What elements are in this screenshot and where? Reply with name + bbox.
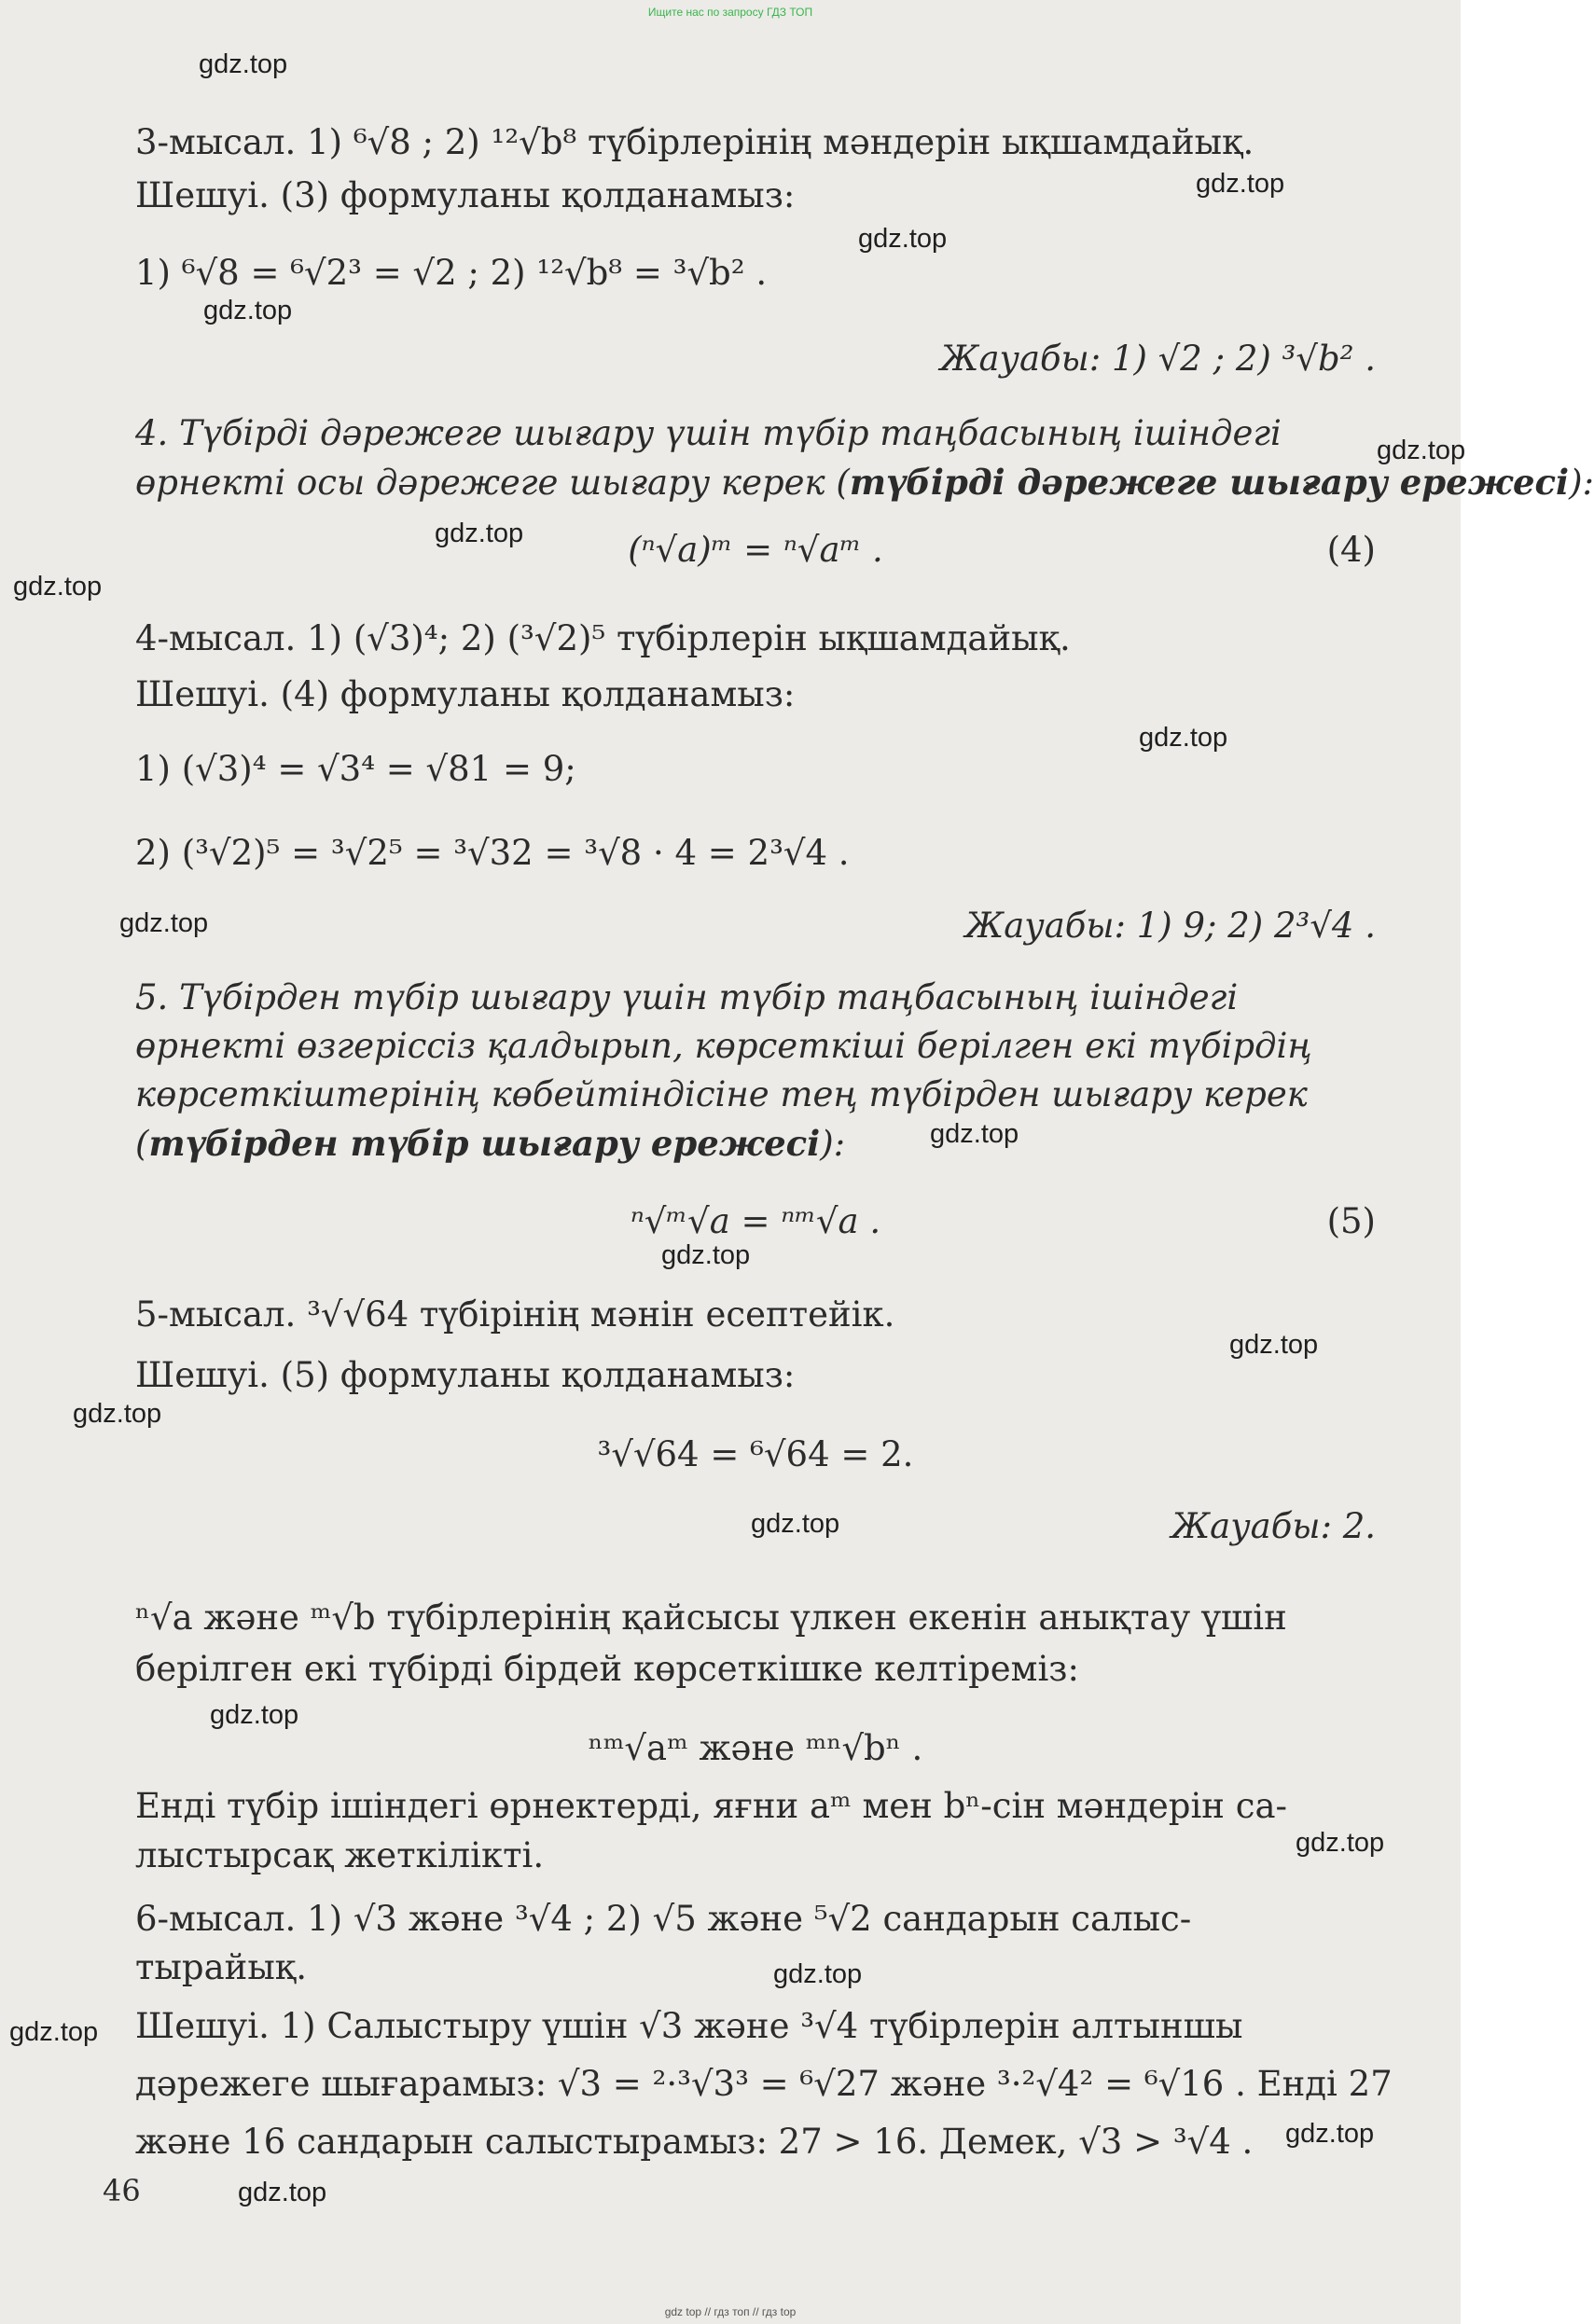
formula-5: ⁿ√ᵐ√a = ⁿᵐ√a . (5) <box>135 1198 1376 1245</box>
watermark: gdz.top <box>1139 723 1228 753</box>
watermark: gdz.top <box>858 224 948 254</box>
watermark: gdz.top <box>1285 2119 1375 2149</box>
watermark: gdz.top <box>13 572 103 602</box>
example-6-statement: 6-мысал. 1) √3 және ³√4 ; 2) √5 және ⁵√2 сандарын салыс- <box>135 1899 1192 1939</box>
watermark: gdz.top <box>73 1399 162 1429</box>
example-4-statement: 4-мысал. 1) (√3)⁴; 2) (³√2)⁵ түбірлерін ықшамдайық. <box>135 618 1071 658</box>
comparison-text: лыстырсақ жеткілікті. <box>135 1835 545 1875</box>
solution-5-heading: Шешуі. (5) формуланы қолданамыз: <box>135 1355 796 1395</box>
solution-3-formula: 1) ⁶√8 = ⁶√2³ = √2 ; 2) ¹²√b⁸ = ³√b² . <box>135 253 768 293</box>
rule-4-text: 4. Түбірді дәрежеге шығару үшін түбір таңбасының ішіндегі <box>135 413 1282 453</box>
rule-5-text: (түбірден түбір шығару ережесі): <box>135 1123 846 1164</box>
watermark: gdz.top <box>773 1959 863 1989</box>
solution-4-step-1: 1) (√3)⁴ = √3⁴ = √81 = 9; <box>135 749 576 789</box>
watermark: gdz.top <box>9 2017 99 2047</box>
solution-4-heading: Шешуі. (4) формуланы қолданамыз: <box>135 674 796 714</box>
watermark: gdz.top <box>238 2178 327 2207</box>
solution-6-text: және 16 сандарын салыстырамыз: 27 > 16. Демек, √3 > ³√4 . <box>135 2122 1254 2162</box>
top-banner[interactable]: Ищите нас по запросу ГДЗ ТОП <box>647 6 813 19</box>
watermark: gdz.top <box>119 908 209 938</box>
watermark: gdz.top <box>1196 169 1285 199</box>
watermark: gdz.top <box>930 1119 1019 1149</box>
solution-6-text: Шешуі. 1) Салыстыру үшін √3 және ³√4 түбірлерін алтыншы <box>135 2006 1243 2046</box>
watermark: gdz.top <box>435 519 524 548</box>
answer-4: Жауабы: 1) 9; 2) 2³√4 . <box>964 906 1376 946</box>
comparison-text: ⁿ√a және ᵐ√b түбірлерінің қайсысы үлкен екенін анықтау үшін <box>135 1598 1287 1638</box>
watermark: gdz.top <box>1229 1330 1319 1360</box>
solution-6-text: дәрежеге шығарамыз: √3 = ²·³√3³ = ⁶√27 және ³·²√4² = ⁶√16 . Енді 27 <box>135 2064 1393 2104</box>
watermark: gdz.top <box>203 296 293 325</box>
answer-3: Жауабы: 1) √2 ; 2) ³√b² . <box>939 339 1376 379</box>
rule-5-name: түбірден түбір шығару ережесі <box>148 1123 821 1164</box>
rule-5-text: көрсеткіштерінің көбейтіндісіне тең түбірден шығару керек <box>135 1074 1308 1114</box>
watermark: gdz.top <box>210 1700 299 1730</box>
watermark: gdz.top <box>661 1240 751 1270</box>
formula-4: (ⁿ√a)ᵐ = ⁿ√aᵐ . (4) <box>135 527 1376 574</box>
watermark: gdz.top <box>751 1509 840 1539</box>
comparison-text: берілген екі түбірді бірдей көрсеткішке келтіреміз: <box>135 1649 1079 1689</box>
rule-5-text: 5. Түбірден түбір шығару үшін түбір таңбасының ішіндегі <box>135 977 1239 1017</box>
example-3-statement: 3-мысал. 1) ⁶√8 ; 2) ¹²√b⁸ түбірлерінің мәндерін ықшамдайық. <box>135 122 1254 162</box>
solution-4-step-2: 2) (³√2)⁵ = ³√2⁵ = ³√32 = ³√8 · 4 = 2³√4 . <box>135 833 850 873</box>
watermark: gdz.top <box>199 49 288 79</box>
solution-5-formula: ³√√64 = ⁶√64 = 2. <box>597 1434 914 1474</box>
answer-5: Жауабы: 2. <box>1171 1506 1376 1546</box>
solution-3-heading: Шешуі. (3) формуланы қолданамыз: <box>135 175 796 215</box>
rule-4-text: өрнекті осы дәрежеге шығару керек (түбірді дәрежеге шығару ережесі): <box>135 462 1594 503</box>
formula-number: (4) <box>1326 530 1376 570</box>
comparison-formula: ⁿᵐ√aᵐ және ᵐⁿ√bⁿ . <box>588 1728 923 1768</box>
rule-5-text: өрнекті өзгеріссіз қалдырып, көрсеткіші берілген екі түбірдің <box>135 1026 1312 1066</box>
example-6-statement: тырайық. <box>135 1947 307 1987</box>
watermark: gdz.top <box>1296 1828 1385 1858</box>
watermark: gdz.top <box>1377 436 1466 465</box>
comparison-text: Енді түбір ішіндегі өрнектерді, яғни aᵐ мен bⁿ-сін мәндерін са- <box>135 1786 1288 1826</box>
rule-4-name: түбірді дәрежеге шығару ережесі <box>849 462 1570 503</box>
footer-links[interactable]: gdz top // гдз топ // гдз top <box>664 2305 797 2318</box>
example-5-statement: 5-мысал. ³√√64 түбірінің мәнін есептейік. <box>135 1294 895 1335</box>
page-number: 46 <box>103 2173 141 2208</box>
formula-number: (5) <box>1326 1201 1376 1241</box>
